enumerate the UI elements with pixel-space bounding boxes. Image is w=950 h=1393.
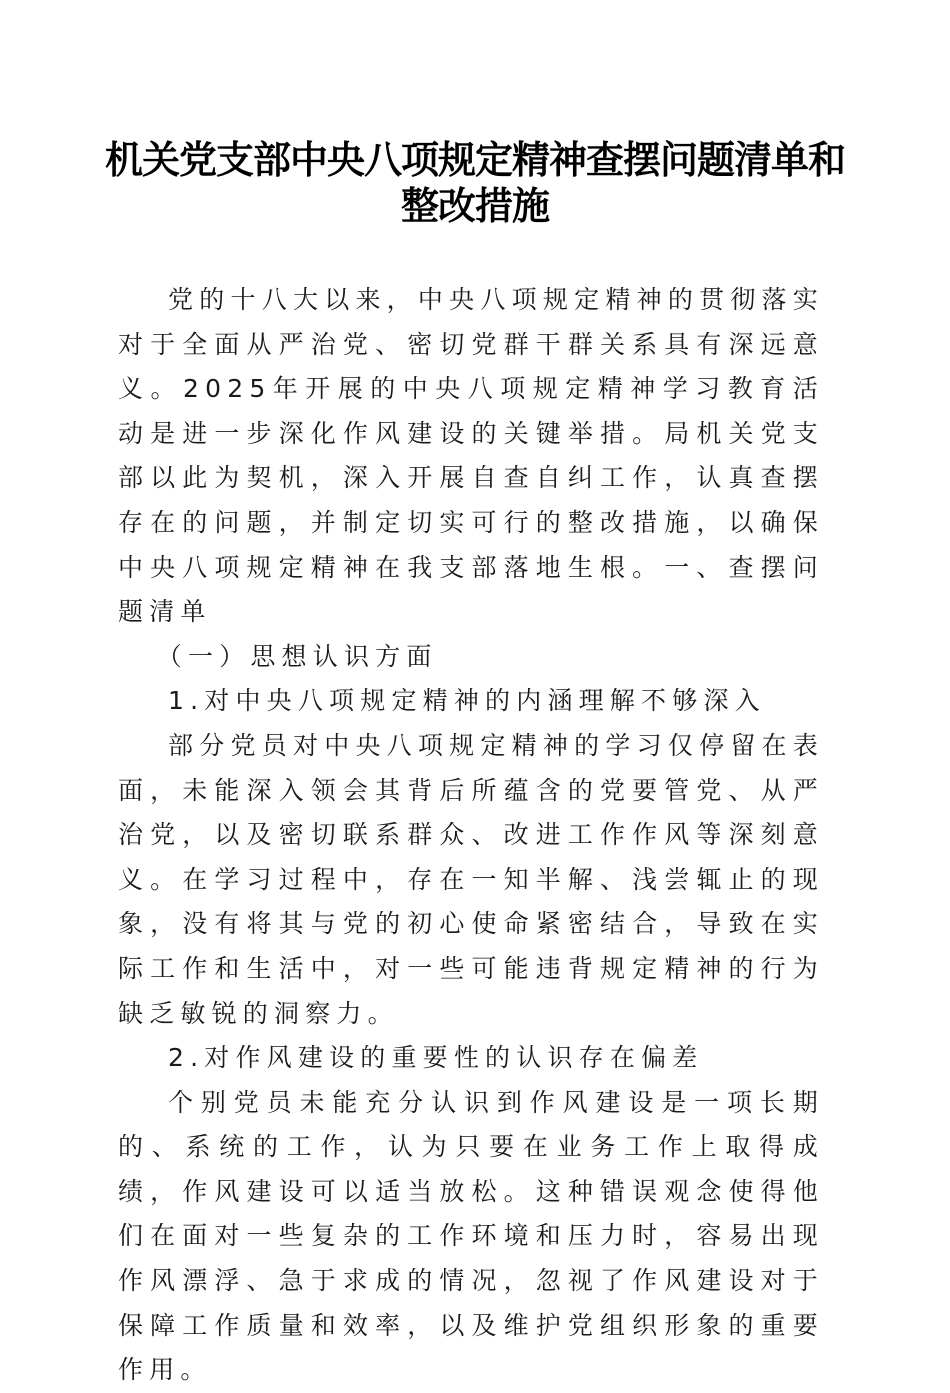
subheading-1: 1.对中央八项规定精神的内涵理解不够深入 [168, 686, 766, 716]
intro-paragraph: 党的十八大以来，中央八项规定精神的贯彻落实对于全面从严治党、密切党群干群关系具有深远意义。2025年开展的中央八项规定精神学习教育活动是进一步深化作风建设的关键举措。局机关党支部以此为契机，深入开展自查自纠工作，认真查摆存在的问题，并制定切实可行的整改措施，以确保中央八项规定精神在我支部落地生根。一、查摆问题清单 [118, 285, 824, 627]
document-body [118, 278, 824, 1393]
paragraph-2: 个别党员未能充分认识到作风建设是一项长期的、系统的工作，认为只要在业务工作上取得成绩，作风建设可以适当放松。这种错误观念使得他们在面对一些复杂的工作环境和压力时，容易出现作风漂浮、急于求成的情况，忽视了作风建设对于保障工作质量和效率，以及维护党组织形象的重要作用。 [118, 1087, 824, 1385]
subheading-2: 2.对作风建设的重要性的认识存在偏差 [168, 1043, 704, 1073]
title-line-1: 机关党支部中央八项规定精神查摆问题清单和 [104, 137, 845, 182]
paragraph-1: 部分党员对中央八项规定精神的学习仅停留在表面，未能深入领会其背后所蕴含的党要管党、从严治党，以及密切联系群众、改进工作作风等深刻意义。在学习过程中，存在一知半解、浅尝辄止的现象，没有将其与党的初心使命紧密结合，导致在实际工作和生活中，对一些可能违背规定精神的行为缺乏敏锐的洞察力。 [118, 730, 824, 1028]
section-heading-ideological: （一）思想认识方面 [156, 641, 438, 671]
title-line-2: 整改措施 [400, 183, 549, 228]
document-title [0, 137, 950, 229]
